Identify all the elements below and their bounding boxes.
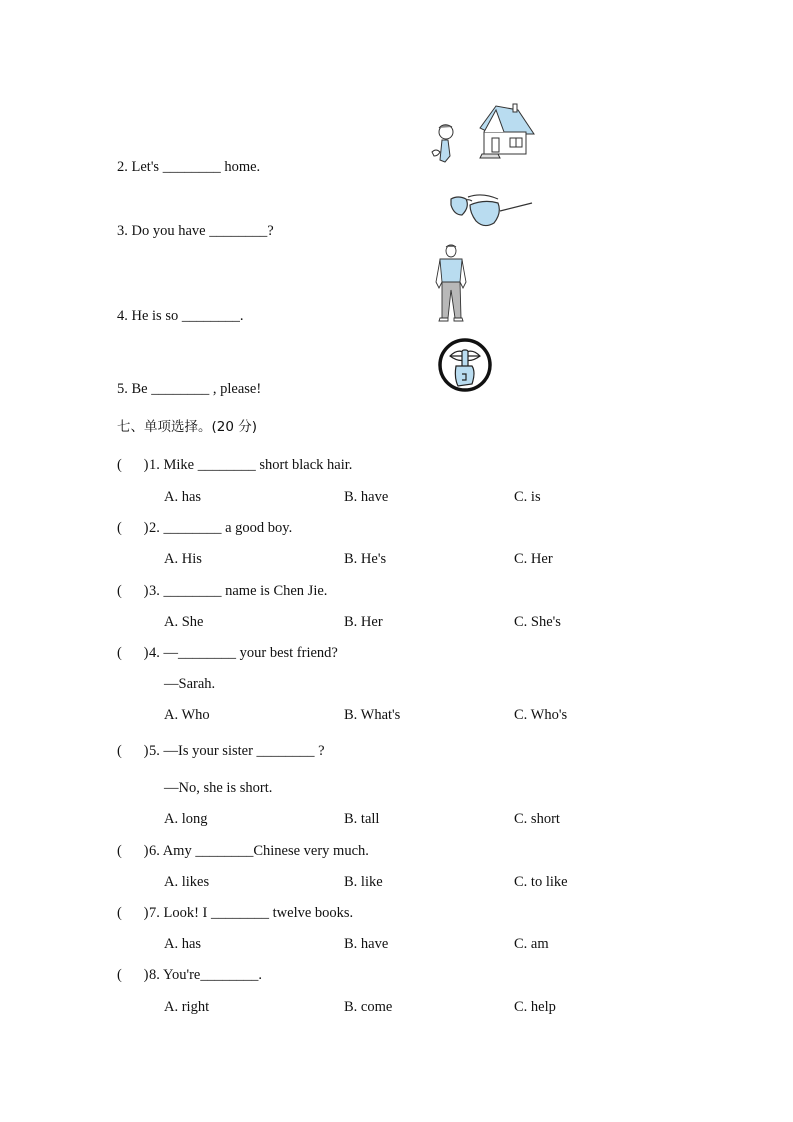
question-stem: 2. ________ a good boy. xyxy=(149,520,293,536)
question-stem: 3. ________ name is Chen Jie. xyxy=(149,583,328,599)
answer-bracket[interactable]: ( ) xyxy=(117,967,149,983)
question-stem: 1. Mike ________ short black hair. xyxy=(149,457,353,473)
question-stem: 5. —Is your sister ________ ? xyxy=(149,743,325,759)
option-a[interactable]: A. right xyxy=(164,999,210,1015)
fill-in-item-2: 2. Let's ________ home. xyxy=(117,159,261,175)
option-c[interactable]: C. Her xyxy=(514,551,553,567)
answer-bracket[interactable]: ( ) xyxy=(117,843,149,859)
option-b[interactable]: B. Her xyxy=(344,614,383,630)
option-b[interactable]: B. He's xyxy=(344,551,387,567)
option-c[interactable]: C. She's xyxy=(514,614,561,630)
question-stem: 6. Amy ________Chinese very much. xyxy=(149,843,369,859)
boy-going-home-picture xyxy=(428,100,538,166)
option-a[interactable]: A. She xyxy=(164,614,204,630)
option-b[interactable]: B. come xyxy=(344,999,393,1015)
option-c[interactable]: C. am xyxy=(514,936,549,952)
quiet-sign-picture xyxy=(436,336,494,394)
answer-bracket[interactable]: ( ) xyxy=(117,520,149,536)
option-c[interactable]: C. is xyxy=(514,489,541,505)
option-b[interactable]: B. tall xyxy=(344,811,380,827)
option-a[interactable]: A. has xyxy=(164,936,202,952)
fill-in-item-3: 3. Do you have ________? xyxy=(117,223,274,239)
question-stem: 7. Look! I ________ twelve books. xyxy=(149,905,354,921)
option-a[interactable]: A. Who xyxy=(164,707,210,723)
question-stem: 4. —________ your best friend? xyxy=(149,645,338,661)
option-b[interactable]: B. like xyxy=(344,874,383,890)
answer-bracket[interactable]: ( ) xyxy=(117,645,149,661)
fill-in-item-4: 4. He is so ________. xyxy=(117,308,244,324)
option-a[interactable]: A. long xyxy=(164,811,208,827)
answer-bracket[interactable]: ( ) xyxy=(117,905,149,921)
option-c[interactable]: C. to like xyxy=(514,874,568,890)
dialogue-answer: —No, she is short. xyxy=(164,780,273,796)
answer-bracket[interactable]: ( ) xyxy=(117,583,149,599)
section-title: 七、单项选择。(20 分) xyxy=(117,419,258,435)
question-stem: 8. You're________. xyxy=(149,967,262,983)
option-b[interactable]: B. have xyxy=(344,489,389,505)
dialogue-answer: —Sarah. xyxy=(164,676,216,692)
option-b[interactable]: B. have xyxy=(344,936,389,952)
answer-bracket[interactable]: ( ) xyxy=(117,457,149,473)
option-a[interactable]: A. likes xyxy=(164,874,210,890)
sunglasses-picture xyxy=(448,193,534,229)
option-a[interactable]: A. His xyxy=(164,551,202,567)
fill-in-item-5: 5. Be ________ , please! xyxy=(117,381,262,397)
option-c[interactable]: C. short xyxy=(514,811,560,827)
option-c[interactable]: C. help xyxy=(514,999,556,1015)
answer-bracket[interactable]: ( ) xyxy=(117,743,149,759)
option-b[interactable]: B. What's xyxy=(344,707,401,723)
option-c[interactable]: C. Who's xyxy=(514,707,568,723)
strong-man-picture xyxy=(434,244,468,322)
option-a[interactable]: A. has xyxy=(164,489,202,505)
